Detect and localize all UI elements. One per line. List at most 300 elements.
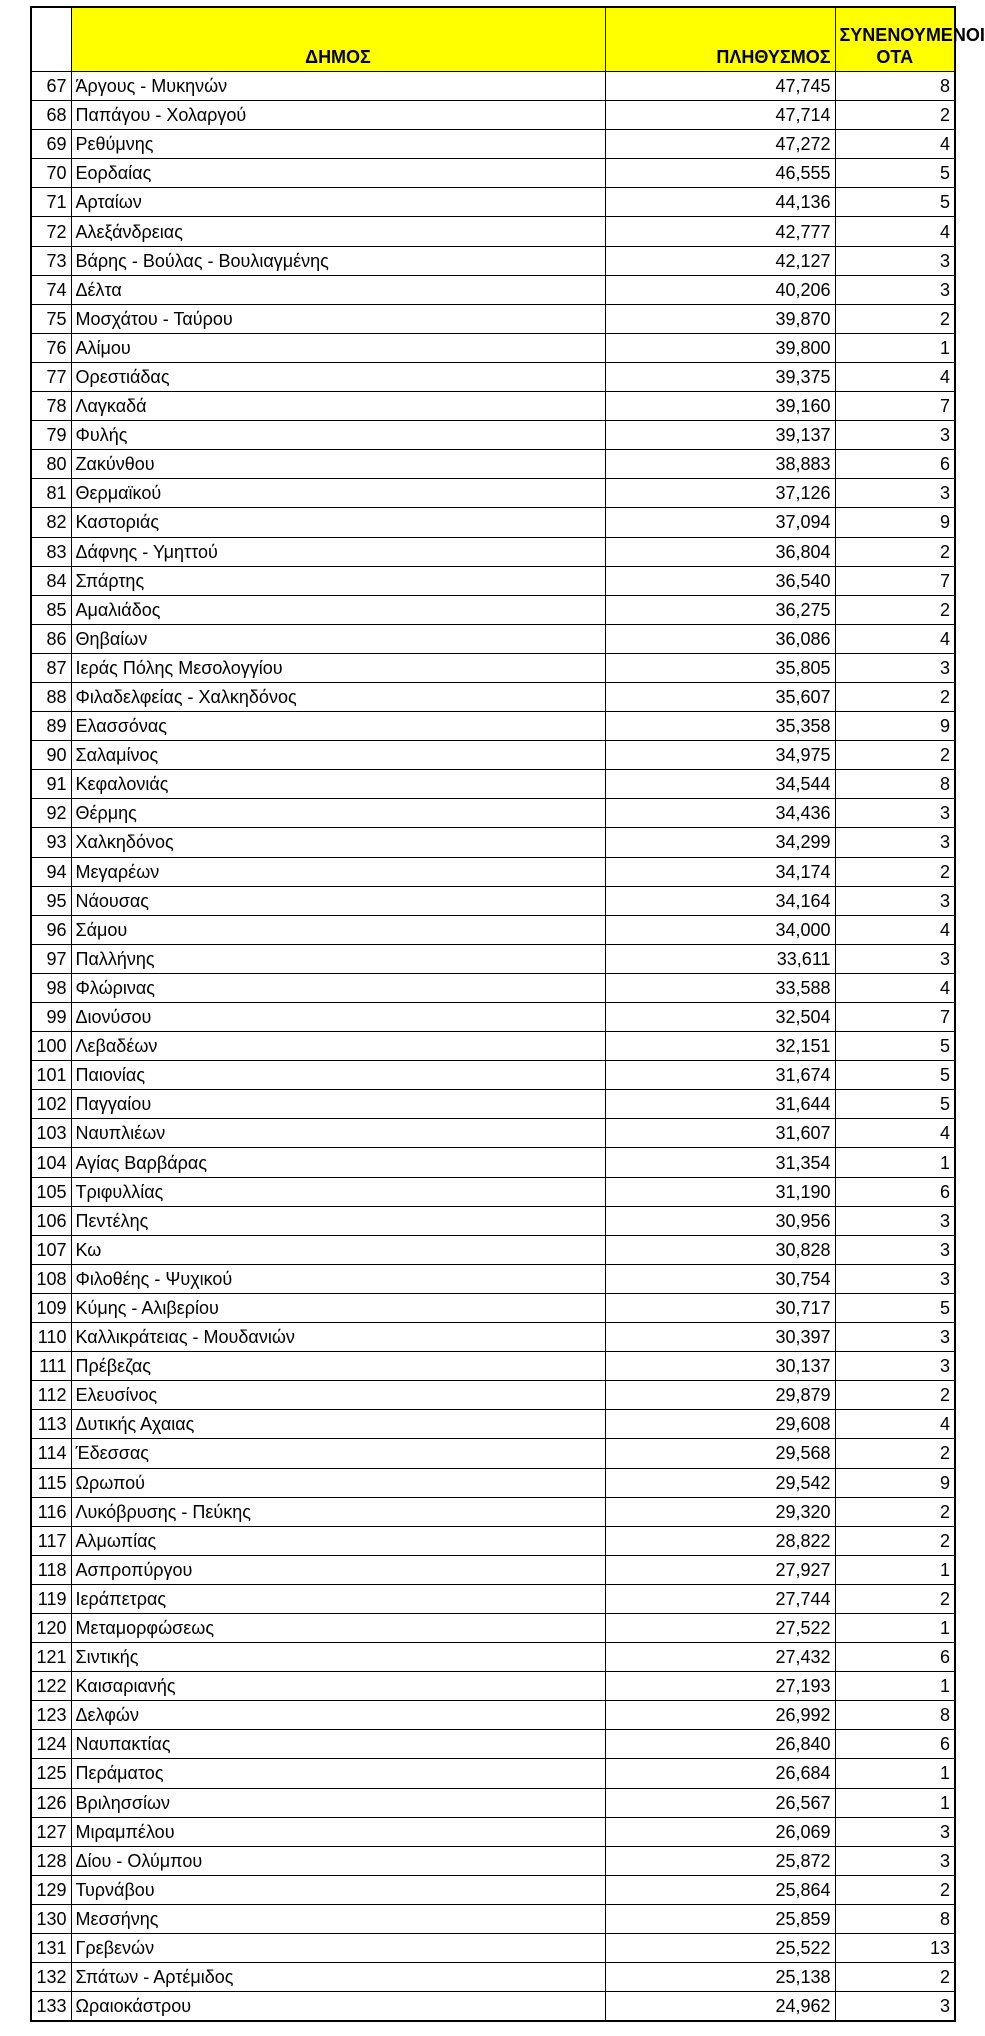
merged-ota-cell[interactable]: 1	[835, 1672, 955, 1701]
merged-ota-cell[interactable]: 3	[835, 1817, 955, 1846]
population-cell[interactable]: 46,555	[605, 159, 835, 188]
spreadsheet	[30, 6, 985, 2022]
municipality-cell[interactable]: Αμαλιάδος	[71, 595, 605, 624]
merged-ota-cell[interactable]: 1	[835, 1555, 955, 1584]
municipality-cell[interactable]: Πρέβεζας	[71, 1352, 605, 1381]
municipality-cell[interactable]: Ζακύνθου	[71, 450, 605, 479]
municipality-cell[interactable]: Πεντέλης	[71, 1206, 605, 1235]
row-index[interactable]: 99	[31, 1003, 71, 1032]
row-index[interactable]: 127	[31, 1817, 71, 1846]
merged-ota-cell[interactable]: 3	[835, 944, 955, 973]
table-row	[31, 857, 955, 886]
population-cell[interactable]: 29,879	[605, 1381, 835, 1410]
row-index[interactable]: 97	[31, 944, 71, 973]
merged-ota-cell[interactable]: 6	[835, 1177, 955, 1206]
table-row	[31, 1061, 955, 1090]
population-cell[interactable]: 26,567	[605, 1788, 835, 1817]
table-row	[31, 1875, 955, 1904]
municipality-cell[interactable]: Μεταμορφώσεως	[71, 1613, 605, 1642]
municipality-cell[interactable]: Σιντικής	[71, 1643, 605, 1672]
merged-ota-cell[interactable]: 6	[835, 1643, 955, 1672]
population-cell[interactable]: 31,190	[605, 1177, 835, 1206]
merged-ota-cell[interactable]: 2	[835, 1497, 955, 1526]
merged-ota-cell[interactable]: 7	[835, 1003, 955, 1032]
municipality-cell[interactable]: Ναυπακτίας	[71, 1730, 605, 1759]
population-cell[interactable]: 27,744	[605, 1584, 835, 1613]
merged-ota-cell[interactable]: 3	[835, 886, 955, 915]
row-index[interactable]: 103	[31, 1119, 71, 1148]
row-index[interactable]: 69	[31, 130, 71, 159]
population-cell[interactable]: 47,714	[605, 101, 835, 130]
municipality-cell[interactable]: Ελευσίνος	[71, 1381, 605, 1410]
municipality-cell[interactable]: Καλλικράτειας - Μουδανιών	[71, 1323, 605, 1352]
merged-ota-cell[interactable]: 3	[835, 246, 955, 275]
row-index[interactable]: 109	[31, 1293, 71, 1322]
municipality-cell[interactable]: Κεφαλονιάς	[71, 770, 605, 799]
population-cell[interactable]: 42,127	[605, 246, 835, 275]
table-row	[31, 682, 955, 711]
population-cell[interactable]: 35,607	[605, 682, 835, 711]
merged-ota-cell[interactable]: 4	[835, 973, 955, 1002]
merged-ota-cell[interactable]: 2	[835, 741, 955, 770]
municipality-cell[interactable]: Φιλοθέης - Ψυχικού	[71, 1264, 605, 1293]
population-cell[interactable]: 29,542	[605, 1468, 835, 1497]
municipality-cell[interactable]: Έδεσσας	[71, 1439, 605, 1468]
municipality-cell[interactable]: Ρεθύμνης	[71, 130, 605, 159]
municipality-cell[interactable]: Τριφυλλίας	[71, 1177, 605, 1206]
population-cell[interactable]: 26,992	[605, 1701, 835, 1730]
population-cell[interactable]: 30,397	[605, 1323, 835, 1352]
merged-ota-cell[interactable]: 2	[835, 682, 955, 711]
merged-ota-cell[interactable]: 7	[835, 566, 955, 595]
merged-ota-cell[interactable]: 3	[835, 275, 955, 304]
municipality-cell[interactable]: Φυλής	[71, 421, 605, 450]
merged-ota-cell[interactable]: 1	[835, 1148, 955, 1177]
municipality-cell[interactable]: Κω	[71, 1235, 605, 1264]
municipality-cell[interactable]: Ελασσόνας	[71, 712, 605, 741]
merged-ota-cell[interactable]: 5	[835, 1061, 955, 1090]
merged-ota-cell[interactable]: 9	[835, 1468, 955, 1497]
municipality-cell[interactable]: Λυκόβρυσης - Πεύκης	[71, 1497, 605, 1526]
population-cell[interactable]: 31,644	[605, 1090, 835, 1119]
municipality-cell[interactable]: Ασπροπύργου	[71, 1555, 605, 1584]
population-cell[interactable]: 36,540	[605, 566, 835, 595]
header-population: ΠΛΗΘΥΣΜΟΣ	[605, 7, 835, 72]
merged-ota-cell[interactable]: 2	[835, 1584, 955, 1613]
population-cell[interactable]: 25,859	[605, 1904, 835, 1933]
row-index[interactable]: 77	[31, 362, 71, 391]
municipality-cell[interactable]: Καστοριάς	[71, 508, 605, 537]
municipality-cell[interactable]: Βάρης - Βούλας - Βουλιαγμένης	[71, 246, 605, 275]
merged-ota-cell[interactable]: 6	[835, 1730, 955, 1759]
row-index[interactable]: 87	[31, 653, 71, 682]
population-cell[interactable]: 37,126	[605, 479, 835, 508]
table-row	[31, 973, 955, 1002]
population-cell[interactable]: 34,164	[605, 886, 835, 915]
merged-ota-cell[interactable]: 1	[835, 1788, 955, 1817]
merged-ota-cell[interactable]: 8	[835, 1904, 955, 1933]
municipality-cell[interactable]: Αρταίων	[71, 188, 605, 217]
merged-ota-cell[interactable]: 3	[835, 1206, 955, 1235]
population-cell[interactable]: 35,805	[605, 653, 835, 682]
row-index[interactable]: 67	[31, 72, 71, 101]
municipality-cell[interactable]: Δελφών	[71, 1701, 605, 1730]
table-row	[31, 1788, 955, 1817]
merged-ota-cell[interactable]: 5	[835, 159, 955, 188]
population-cell[interactable]: 39,870	[605, 304, 835, 333]
merged-ota-cell[interactable]: 2	[835, 857, 955, 886]
municipality-cell[interactable]: Καισαριανής	[71, 1672, 605, 1701]
municipality-cell[interactable]: Φιλαδελφείας - Χαλκηδόνος	[71, 682, 605, 711]
row-index[interactable]: 68	[31, 101, 71, 130]
row-index[interactable]: 114	[31, 1439, 71, 1468]
population-cell[interactable]: 27,432	[605, 1643, 835, 1672]
row-index[interactable]: 119	[31, 1584, 71, 1613]
population-cell[interactable]: 25,522	[605, 1934, 835, 1963]
population-cell[interactable]: 26,840	[605, 1730, 835, 1759]
population-cell[interactable]: 30,137	[605, 1352, 835, 1381]
table-row	[31, 392, 955, 421]
row-index[interactable]: 105	[31, 1177, 71, 1206]
table-row	[31, 595, 955, 624]
table-row	[31, 1904, 955, 1933]
row-index[interactable]: 122	[31, 1672, 71, 1701]
merged-ota-cell[interactable]: 3	[835, 828, 955, 857]
population-cell[interactable]: 31,354	[605, 1148, 835, 1177]
population-cell[interactable]: 39,137	[605, 421, 835, 450]
row-index[interactable]: 104	[31, 1148, 71, 1177]
population-cell[interactable]: 36,804	[605, 537, 835, 566]
municipality-cell[interactable]: Λεβαδέων	[71, 1032, 605, 1061]
population-cell[interactable]: 29,608	[605, 1410, 835, 1439]
table-row	[31, 1992, 955, 2022]
row-index[interactable]: 125	[31, 1759, 71, 1788]
merged-ota-cell[interactable]: 4	[835, 915, 955, 944]
municipality-cell[interactable]: Ιεράς Πόλης Μεσολογγίου	[71, 653, 605, 682]
row-index[interactable]: 98	[31, 973, 71, 1002]
row-index[interactable]: 89	[31, 712, 71, 741]
municipality-cell[interactable]: Λαγκαδά	[71, 392, 605, 421]
population-cell[interactable]: 28,822	[605, 1526, 835, 1555]
row-index[interactable]: 101	[31, 1061, 71, 1090]
table-row	[31, 1963, 955, 1992]
row-index[interactable]: 106	[31, 1206, 71, 1235]
municipality-cell[interactable]: Ορεστιάδας	[71, 362, 605, 391]
population-cell[interactable]: 37,094	[605, 508, 835, 537]
table-row	[31, 712, 955, 741]
merged-ota-cell[interactable]: 1	[835, 333, 955, 362]
row-index[interactable]: 92	[31, 799, 71, 828]
merged-ota-cell[interactable]: 5	[835, 188, 955, 217]
merged-ota-cell[interactable]: 4	[835, 217, 955, 246]
table-row	[31, 1934, 955, 1963]
merged-ota-cell[interactable]: 5	[835, 1293, 955, 1322]
row-index[interactable]: 79	[31, 421, 71, 450]
header-merged-line1: ΣΥΝΕΝΟΥΜΕΝΟΙ	[839, 25, 985, 45]
merged-ota-cell[interactable]: 1	[835, 1613, 955, 1642]
row-index[interactable]: 124	[31, 1730, 71, 1759]
population-cell[interactable]: 39,800	[605, 333, 835, 362]
row-index[interactable]: 129	[31, 1875, 71, 1904]
merged-ota-cell[interactable]: 4	[835, 624, 955, 653]
row-index[interactable]: 94	[31, 857, 71, 886]
row-index[interactable]: 95	[31, 886, 71, 915]
merged-ota-cell[interactable]: 3	[835, 479, 955, 508]
population-cell[interactable]: 25,138	[605, 1963, 835, 1992]
row-index[interactable]: 107	[31, 1235, 71, 1264]
population-cell[interactable]: 34,174	[605, 857, 835, 886]
row-index[interactable]: 110	[31, 1323, 71, 1352]
merged-ota-cell[interactable]: 3	[835, 1846, 955, 1875]
municipality-cell[interactable]: Μιραμπέλου	[71, 1817, 605, 1846]
merged-ota-cell[interactable]: 8	[835, 72, 955, 101]
municipality-cell[interactable]: Θηβαίων	[71, 624, 605, 653]
merged-ota-cell[interactable]: 2	[835, 1875, 955, 1904]
municipality-cell[interactable]: Αλεξάνδρειας	[71, 217, 605, 246]
table-row	[31, 944, 955, 973]
population-cell[interactable]: 36,086	[605, 624, 835, 653]
municipality-cell[interactable]: Σπάτων - Αρτέμιδος	[71, 1963, 605, 1992]
row-index[interactable]: 111	[31, 1352, 71, 1381]
population-cell[interactable]: 35,358	[605, 712, 835, 741]
row-index[interactable]: 91	[31, 770, 71, 799]
population-cell[interactable]: 47,272	[605, 130, 835, 159]
municipality-cell[interactable]: Παιονίας	[71, 1061, 605, 1090]
municipality-cell[interactable]: Θερμαϊκού	[71, 479, 605, 508]
merged-ota-cell[interactable]: 2	[835, 1381, 955, 1410]
population-cell[interactable]: 30,956	[605, 1206, 835, 1235]
merged-ota-cell[interactable]: 4	[835, 362, 955, 391]
row-index[interactable]: 108	[31, 1264, 71, 1293]
merged-ota-cell[interactable]: 9	[835, 508, 955, 537]
row-index[interactable]: 112	[31, 1381, 71, 1410]
municipality-cell[interactable]: Εορδαίας	[71, 159, 605, 188]
merged-ota-cell[interactable]: 3	[835, 799, 955, 828]
merged-ota-cell[interactable]: 9	[835, 712, 955, 741]
merged-ota-cell[interactable]: 3	[835, 1992, 955, 2022]
population-cell[interactable]: 24,962	[605, 1992, 835, 2022]
merged-ota-cell[interactable]: 13	[835, 1934, 955, 1963]
table-row	[31, 1148, 955, 1177]
municipality-cell[interactable]: Διονύσου	[71, 1003, 605, 1032]
population-cell[interactable]: 34,975	[605, 741, 835, 770]
population-cell[interactable]: 34,299	[605, 828, 835, 857]
table-row	[31, 1555, 955, 1584]
municipality-cell[interactable]: Αγίας Βαρβάρας	[71, 1148, 605, 1177]
row-index[interactable]: 96	[31, 915, 71, 944]
municipality-cell[interactable]: Περάματος	[71, 1759, 605, 1788]
municipality-cell[interactable]: Μοσχάτου - Ταύρου	[71, 304, 605, 333]
merged-ota-cell[interactable]: 8	[835, 770, 955, 799]
municipality-cell[interactable]: Ωρωπού	[71, 1468, 605, 1497]
row-index[interactable]: 83	[31, 537, 71, 566]
table-row	[31, 1206, 955, 1235]
row-index[interactable]: 76	[31, 333, 71, 362]
row-index[interactable]: 118	[31, 1555, 71, 1584]
row-index[interactable]: 126	[31, 1788, 71, 1817]
row-index[interactable]: 116	[31, 1497, 71, 1526]
merged-ota-cell[interactable]: 4	[835, 1410, 955, 1439]
row-index[interactable]: 84	[31, 566, 71, 595]
merged-ota-cell[interactable]: 5	[835, 1090, 955, 1119]
merged-ota-cell[interactable]: 2	[835, 1439, 955, 1468]
municipality-cell[interactable]: Βριλησσίων	[71, 1788, 605, 1817]
population-cell[interactable]: 30,754	[605, 1264, 835, 1293]
municipality-cell[interactable]: Θέρμης	[71, 799, 605, 828]
merged-ota-cell[interactable]: 1	[835, 1759, 955, 1788]
row-index[interactable]: 102	[31, 1090, 71, 1119]
municipality-cell[interactable]: Σπάρτης	[71, 566, 605, 595]
municipality-cell[interactable]: Αλμωπίας	[71, 1526, 605, 1555]
merged-ota-cell[interactable]: 2	[835, 101, 955, 130]
merged-ota-cell[interactable]: 3	[835, 1264, 955, 1293]
municipality-cell[interactable]: Παπάγου - Χολαργού	[71, 101, 605, 130]
municipality-cell[interactable]: Άργους - Μυκηνών	[71, 72, 605, 101]
row-index[interactable]: 123	[31, 1701, 71, 1730]
merged-ota-cell[interactable]: 6	[835, 450, 955, 479]
merged-ota-cell[interactable]: 2	[835, 537, 955, 566]
row-index[interactable]: 73	[31, 246, 71, 275]
merged-ota-cell[interactable]: 2	[835, 595, 955, 624]
merged-ota-cell[interactable]: 7	[835, 392, 955, 421]
population-cell[interactable]: 26,069	[605, 1817, 835, 1846]
row-index[interactable]: 90	[31, 741, 71, 770]
row-index[interactable]: 82	[31, 508, 71, 537]
merged-ota-cell[interactable]: 2	[835, 1526, 955, 1555]
merged-ota-cell[interactable]: 4	[835, 1119, 955, 1148]
table-row	[31, 1264, 955, 1293]
merged-ota-cell[interactable]: 3	[835, 653, 955, 682]
municipality-cell[interactable]: Παγγαίου	[71, 1090, 605, 1119]
municipality-cell[interactable]: Κύμης - Αλιβερίου	[71, 1293, 605, 1322]
municipality-cell[interactable]: Γρεβενών	[71, 1934, 605, 1963]
row-index[interactable]: 86	[31, 624, 71, 653]
population-cell[interactable]: 31,607	[605, 1119, 835, 1148]
municipality-cell[interactable]: Τυρνάβου	[71, 1875, 605, 1904]
row-index[interactable]: 117	[31, 1526, 71, 1555]
municipality-cell[interactable]: Σαλαμίνος	[71, 741, 605, 770]
table-row	[31, 1352, 955, 1381]
population-cell[interactable]: 30,828	[605, 1235, 835, 1264]
municipality-cell[interactable]: Ναυπλιέων	[71, 1119, 605, 1148]
merged-ota-cell[interactable]: 5	[835, 1032, 955, 1061]
population-cell[interactable]: 29,568	[605, 1439, 835, 1468]
row-index[interactable]: 130	[31, 1904, 71, 1933]
row-index[interactable]: 78	[31, 392, 71, 421]
row-index[interactable]: 80	[31, 450, 71, 479]
header-municipality: ΔΗΜΟΣ	[71, 7, 605, 72]
row-index[interactable]: 120	[31, 1613, 71, 1642]
municipality-cell[interactable]: Μεγαρέων	[71, 857, 605, 886]
population-cell[interactable]: 33,611	[605, 944, 835, 973]
row-index[interactable]: 81	[31, 479, 71, 508]
merged-ota-cell[interactable]: 3	[835, 421, 955, 450]
row-index[interactable]: 93	[31, 828, 71, 857]
population-cell[interactable]: 36,275	[605, 595, 835, 624]
population-cell[interactable]: 25,864	[605, 1875, 835, 1904]
row-index[interactable]: 88	[31, 682, 71, 711]
population-cell[interactable]: 32,504	[605, 1003, 835, 1032]
row-index[interactable]: 113	[31, 1410, 71, 1439]
municipality-cell[interactable]: Νάουσας	[71, 886, 605, 915]
merged-ota-cell[interactable]: 2	[835, 1963, 955, 1992]
row-index[interactable]: 128	[31, 1846, 71, 1875]
population-cell[interactable]: 44,136	[605, 188, 835, 217]
row-index[interactable]: 85	[31, 595, 71, 624]
population-cell[interactable]: 39,160	[605, 392, 835, 421]
row-index[interactable]: 71	[31, 188, 71, 217]
population-cell[interactable]: 40,206	[605, 275, 835, 304]
municipality-cell[interactable]: Δάφνης - Υμηττού	[71, 537, 605, 566]
row-index[interactable]: 131	[31, 1934, 71, 1963]
population-cell[interactable]: 38,883	[605, 450, 835, 479]
row-index[interactable]: 100	[31, 1032, 71, 1061]
population-cell[interactable]: 42,777	[605, 217, 835, 246]
municipality-cell[interactable]: Ωραιοκάστρου	[71, 1992, 605, 2022]
header-index	[31, 7, 71, 72]
table-row	[31, 1293, 955, 1322]
population-cell[interactable]: 34,436	[605, 799, 835, 828]
table-row	[31, 275, 955, 304]
population-cell[interactable]: 39,375	[605, 362, 835, 391]
population-cell[interactable]: 33,588	[605, 973, 835, 1002]
population-cell[interactable]: 34,000	[605, 915, 835, 944]
population-cell[interactable]: 29,320	[605, 1497, 835, 1526]
merged-ota-cell[interactable]: 3	[835, 1323, 955, 1352]
merged-ota-cell[interactable]: 8	[835, 1701, 955, 1730]
table-row	[31, 1817, 955, 1846]
population-cell[interactable]: 26,684	[605, 1759, 835, 1788]
population-cell[interactable]: 27,193	[605, 1672, 835, 1701]
population-cell[interactable]: 30,717	[605, 1293, 835, 1322]
population-cell[interactable]: 34,544	[605, 770, 835, 799]
municipality-cell[interactable]: Παλλήνης	[71, 944, 605, 973]
municipality-cell[interactable]: Δυτικής Αχαιας	[71, 1410, 605, 1439]
row-index[interactable]: 133	[31, 1992, 71, 2022]
row-index[interactable]: 132	[31, 1963, 71, 1992]
municipality-cell[interactable]: Χαλκηδόνος	[71, 828, 605, 857]
row-index[interactable]: 72	[31, 217, 71, 246]
municipality-cell[interactable]: Σάμου	[71, 915, 605, 944]
table-row	[31, 246, 955, 275]
population-cell[interactable]: 32,151	[605, 1032, 835, 1061]
merged-ota-cell[interactable]: 3	[835, 1235, 955, 1264]
row-index[interactable]: 115	[31, 1468, 71, 1497]
table-row	[31, 828, 955, 857]
table-row	[31, 653, 955, 682]
population-cell[interactable]: 25,872	[605, 1846, 835, 1875]
population-cell[interactable]: 31,674	[605, 1061, 835, 1090]
population-cell[interactable]: 27,522	[605, 1613, 835, 1642]
row-index[interactable]: 74	[31, 275, 71, 304]
row-index[interactable]: 70	[31, 159, 71, 188]
merged-ota-cell[interactable]: 4	[835, 130, 955, 159]
row-index[interactable]: 75	[31, 304, 71, 333]
municipality-cell[interactable]: Μεσσήνης	[71, 1904, 605, 1933]
merged-ota-cell[interactable]: 2	[835, 304, 955, 333]
merged-ota-cell[interactable]: 3	[835, 1352, 955, 1381]
population-cell[interactable]: 27,927	[605, 1555, 835, 1584]
table-row	[31, 1497, 955, 1526]
municipality-cell[interactable]: Ιεράπετρας	[71, 1584, 605, 1613]
municipality-cell[interactable]: Φλώρινας	[71, 973, 605, 1002]
table-row	[31, 479, 955, 508]
municipality-cell[interactable]: Αλίμου	[71, 333, 605, 362]
municipality-cell[interactable]: Δέλτα	[71, 275, 605, 304]
population-cell[interactable]: 47,745	[605, 72, 835, 101]
row-index[interactable]: 121	[31, 1643, 71, 1672]
municipality-cell[interactable]: Δίου - Ολύμπου	[71, 1846, 605, 1875]
